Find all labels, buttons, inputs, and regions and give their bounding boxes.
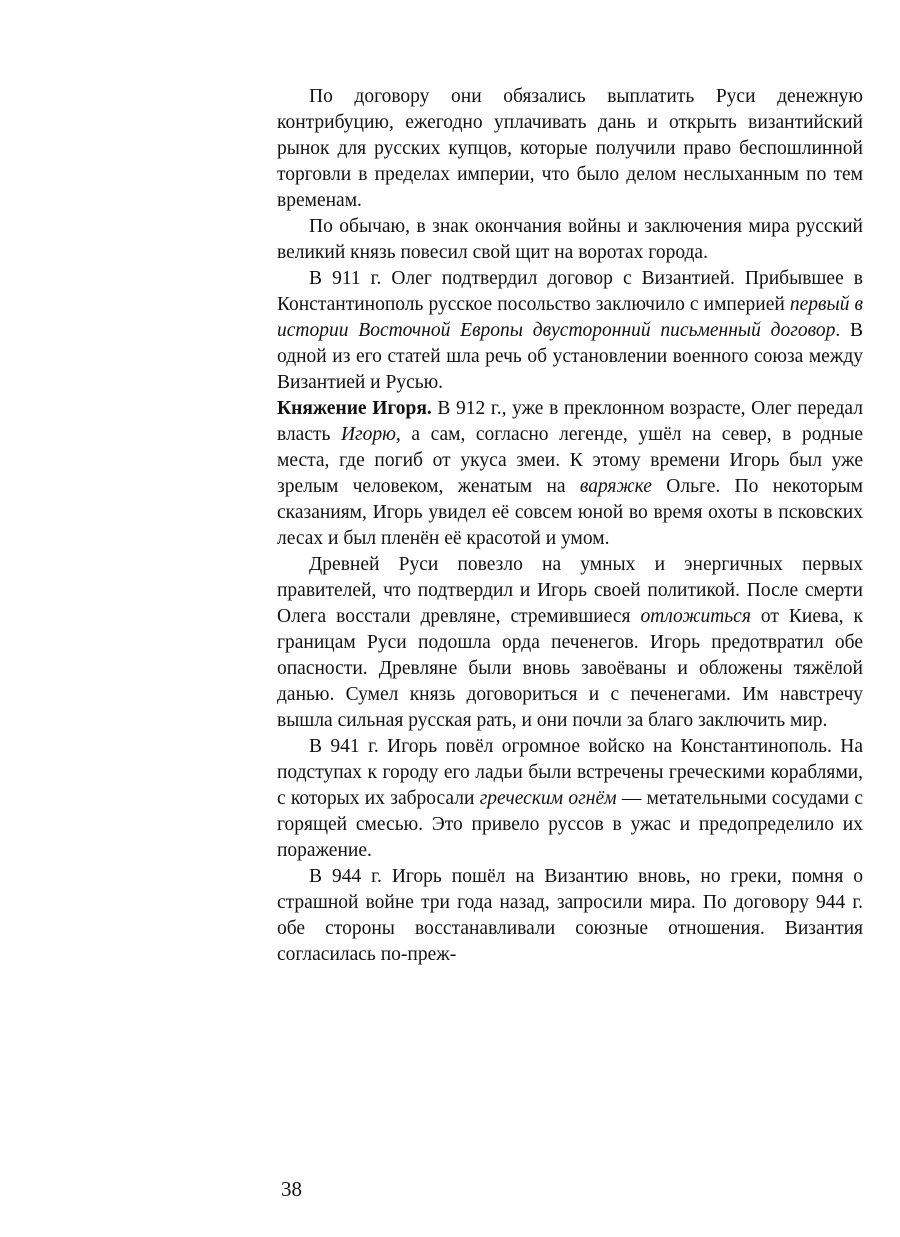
text-segment: В 941 г. Игорь повёл огромное войско на Константинополь. На подступах к городу его ладьи были встречены греческими кораблями, с которых их забросали xyxy=(277,736,863,809)
text-segment: отложиться xyxy=(640,606,751,627)
paragraph xyxy=(277,396,863,552)
paragraph xyxy=(277,214,863,266)
page-number: 38 xyxy=(281,1177,302,1201)
text-segment: В 911 г. Олег подтвердил договор с Византией. Прибывшее в Константинополь русское посольство заключило с империей xyxy=(277,268,863,315)
text-segment: По договору они обязались выплатить Руси денежную контрибуцию, ежегодно уплачивать дань и открыть византийский рынок для русских купцов, которые получили право беспошлинной торговли в пределах империи, что было делом неслыханным по тем временам. xyxy=(277,86,863,211)
paragraph xyxy=(277,864,863,968)
text-block xyxy=(277,84,863,968)
text-segment: от Киева, к границам Руси подошла орда печенегов. Игорь предотвратил обе опасности. Древляне были вновь завоёваны и обложены тяжёлой данью. Сумел князь договориться и с печенегами. Им навстречу вышла сильная русская рать, и они почли за благо заключить мир. xyxy=(277,606,863,731)
paragraph xyxy=(277,266,863,396)
paragraph xyxy=(277,552,863,734)
text-segment: Ольге. По некоторым сказаниям, Игорь увидел её совсем юной во время охоты в псковских лесах и был пленён её красотой и умом. xyxy=(277,476,863,549)
text-segment: В 912 г., уже в преклонном возрасте, Олег передал власть xyxy=(277,398,863,445)
paragraph xyxy=(277,734,863,864)
text-segment: — метательными сосудами с горящей смесью. Это привело руссов в ужас и предопределило их поражение. xyxy=(277,788,863,861)
text-segment: греческим огнём xyxy=(479,788,617,809)
text-segment: . В одной из его статей шла речь об установлении военного союза между Византией и Русью. xyxy=(277,320,863,393)
text-segment: Княжение Игоря. xyxy=(277,398,438,419)
text-segment: По обычаю, в знак окончания войны и заключения мира русский великий князь повесил свой щит на воротах города. xyxy=(277,216,863,263)
text-segment: Древней Руси повезло на умных и энергичных первых правителей, что подтвердил и Игорь своей политикой. После смерти Олега восстали древляне, стремившиеся xyxy=(277,554,863,627)
text-segment: первый в истории Восточной Европы двусторонний письменный договор xyxy=(277,294,863,341)
text-segment: варяжке xyxy=(579,476,652,497)
text-segment: , а сам, согласно легенде, ушёл на север, в родные места, где погиб от укуса змеи. К этому времени Игорь был уже зрелым человеком, женатым на xyxy=(277,424,863,497)
text-segment: Игорю xyxy=(340,424,396,445)
paragraph xyxy=(277,84,863,214)
text-segment: В 944 г. Игорь пошёл на Византию вновь, но греки, помня о страшной войне три года назад, запросили мира. По договору 944 г. обе стороны восстанавливали союзные отношения. Византия согласилась по-преж- xyxy=(277,866,863,965)
